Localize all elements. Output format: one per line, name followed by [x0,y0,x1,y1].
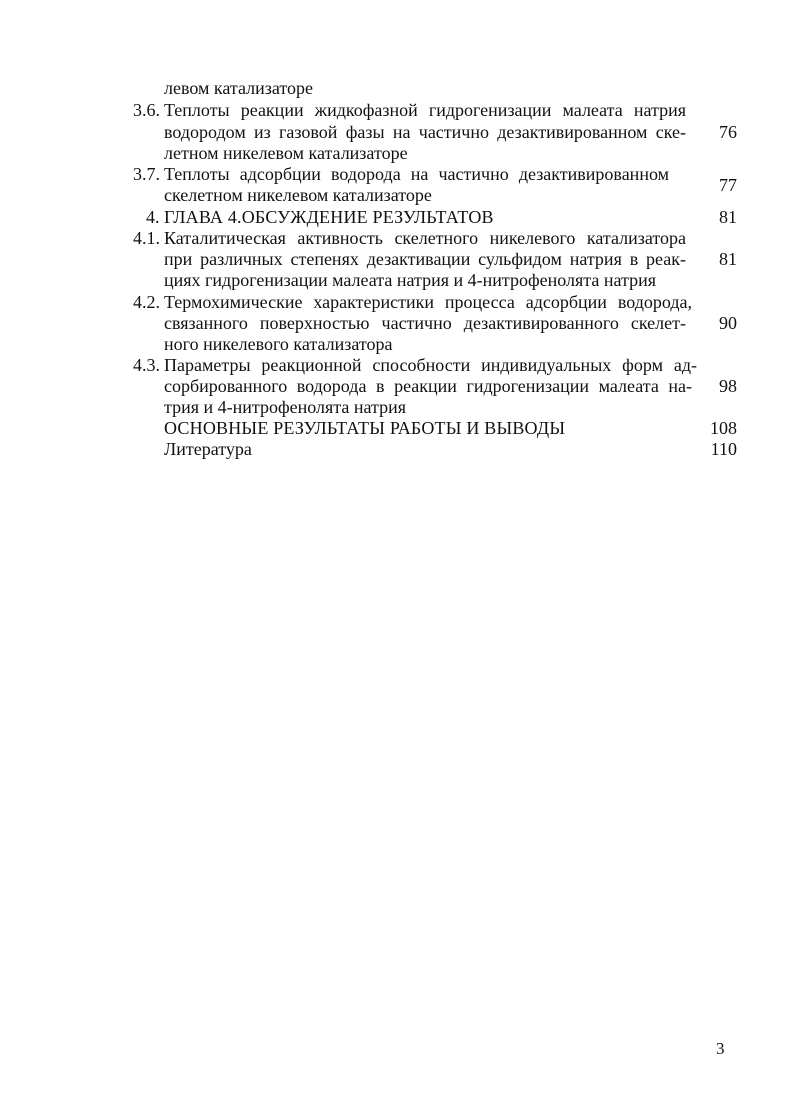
toc-entry-number: 4.1. [133,228,160,248]
toc-entry-page: 98 [719,376,737,396]
toc-entry-page: 108 [710,418,737,438]
toc-entry-line: при различных степенях дезактивации сульфидом натрия в реак- [164,249,686,269]
toc-entry-page: 76 [719,122,737,142]
toc-entry-page: 77 [719,175,737,195]
toc-entry-page: 90 [719,313,737,333]
page-number: 3 [716,1039,725,1058]
toc-entry-number: 4.3. [133,355,160,375]
toc-entry-line: ГЛАВА 4.ОБСУЖДЕНИЕ РЕЗУЛЬТАТОВ [164,207,494,227]
toc-entry-line: ОСНОВНЫЕ РЕЗУЛЬТАТЫ РАБОТЫ И ВЫВОДЫ [164,418,566,438]
toc-entry-line: Литература [164,439,252,459]
toc-entry-number: 3.7. [133,164,160,184]
toc-entry-line: циях гидрогенизации малеата натрия и 4-нитрофенолята натрия [164,270,656,290]
toc-entry-line: сорбированного водорода в реакции гидрогенизации малеата на- [164,376,692,396]
toc-continuation: левом катализаторе [164,78,313,98]
toc-entry-line: Теплоты адсорбции водорода на частично дезактивированном [164,164,669,184]
toc-entry-number: 4.2. [133,292,160,312]
toc-entry-line: связанного поверхностью частично дезактивированного скелет- [164,313,686,333]
toc-entry-number: 3.6. [133,100,160,120]
toc-entry-number: 4. [146,207,160,227]
toc-entry-page: 81 [719,207,737,227]
toc-entry-line: Термохимические характеристики процесса адсорбции водорода, [164,292,692,312]
toc-entry-page: 81 [719,249,737,269]
toc-entry-line: трия и 4-нитрофенолята натрия [164,397,407,417]
toc-entry-line: ного никелевого катализатора [164,334,393,354]
toc-entry-line: летном никелевом катализаторе [164,143,408,163]
toc-entry-line: водородом из газовой фазы на частично дезактивированном ске- [164,122,686,142]
toc-entry-line: скелетном никелевом катализаторе [164,185,432,205]
toc-entry-line: Каталитическая активность скелетного никелевого катализатора [164,228,686,248]
toc-entry-page: 110 [710,439,737,459]
toc-entry-line: Параметры реакционной способности индивидуальных форм ад- [164,355,697,375]
toc-entry-line: Теплоты реакции жидкофазной гидрогенизации малеата натрия [164,100,686,120]
